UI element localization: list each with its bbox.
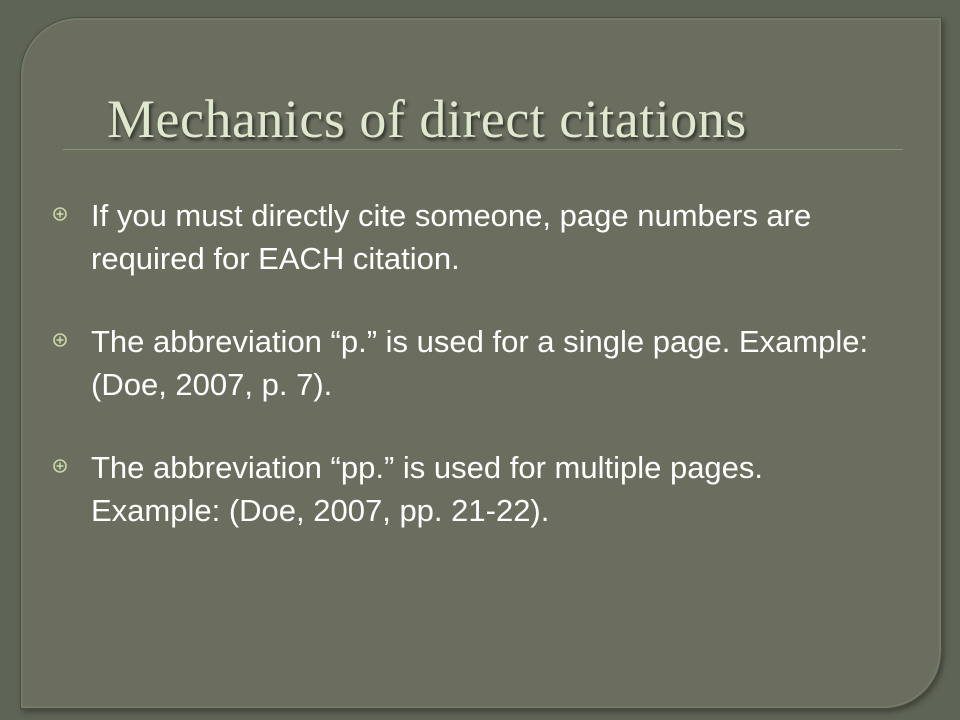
slide-title: Mechanics of direct citations bbox=[107, 89, 747, 149]
circle-plus-icon bbox=[53, 207, 67, 221]
slide bbox=[20, 17, 942, 709]
bullet-text: The abbreviation “p.” is used for a single page. Example: (Doe, 2007, p. 7). bbox=[91, 324, 869, 402]
bullet-item bbox=[53, 320, 893, 406]
bullet-text: If you must directly cite someone, page numbers are required for EACH citation. bbox=[91, 198, 812, 276]
bullet-item bbox=[53, 446, 893, 532]
circle-plus-icon bbox=[53, 333, 67, 347]
title-divider bbox=[63, 149, 903, 150]
bullet-item bbox=[53, 194, 893, 280]
circle-plus-icon bbox=[53, 459, 67, 473]
bullet-text: The abbreviation “pp.” is used for multiple pages. Example: (Doe, 2007, pp. 21-22). bbox=[91, 450, 764, 528]
bullet-list bbox=[53, 194, 893, 572]
